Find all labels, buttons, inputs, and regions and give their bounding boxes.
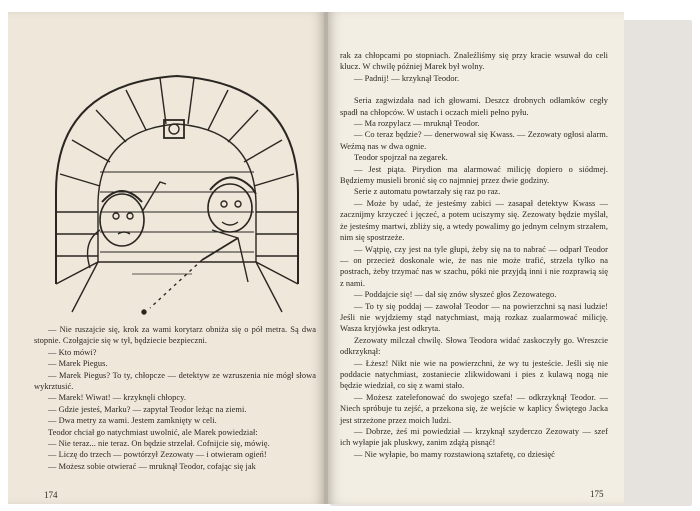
- paragraph: — Nie teraz... nie teraz. On będzie strzelał. Cofnijcie się, mówię.: [48, 439, 270, 449]
- page-number-left: 174: [44, 490, 58, 500]
- paragraph: — Marek Piegus.: [48, 359, 108, 369]
- paragraph: — Nie ruszajcie się, krok za wami korytarz obniża się o pół metra. Są dwa stopnie. Czołgajcie się w tył, będziecie bezpieczni.: [34, 325, 316, 346]
- open-book: [8, 12, 624, 508]
- right-page: [326, 12, 624, 504]
- paragraph: — Marek Piegus? To ty, chłopcze — detektyw ze wzruszenia nie mógł słowa wykrztusić.: [34, 370, 316, 392]
- paragraph: — Ma rozpylacz — mruknął Teodor.: [354, 119, 480, 129]
- paragraph: Zezowaty milczał chwilę. Słowa Teodora widać zaskoczyły go. Wreszcie odkrzyknął:: [340, 335, 608, 357]
- paragraph: — Poddajcie się! — dał się znów słyszeć głos Zezowatego.: [354, 290, 557, 300]
- paragraph: — Możesz sobie otwierać — mruknął Teodor, cofając się jak: [48, 461, 256, 471]
- paragraph: — Łżesz! Nikt nie wie na powierzchni, że wy tu jesteście. Jeśli się nie poddacie natychmiast, zostaniecie zlikwidowani i pies z kulawą nogą nie będzie wiedział, co się z wami stało.: [340, 358, 608, 391]
- paragraph: — To ty się poddaj — zawołał Teodor — na powierzchni są nasi ludzie! Jeśli nie wyjdziemy stąd natychmiast, mają rozkaz zualarmować milicję. Wasza kryjówka jest odkryta.: [340, 301, 608, 334]
- paragraph: Teodor chciał go natychmiast uwolnić, ale Marek powiedział:: [48, 427, 258, 437]
- paragraph: — Jest piąta. Pirydion ma alarmować milicję dopiero o siódmej. Będziemy musieli bronić się co najmniej przez dwie godziny.: [340, 164, 608, 186]
- paragraph: — Możesz zatelefonować do swojego szefa! — odkrzyknął Teodor. — Niech spróbuje tu zejść, a przekona się, że wejście w kaplicy Świętego Jacka jest strzeżone przez moich ludzi.: [340, 392, 608, 425]
- paragraph: — Nie wyłapie, bo mamy rozstawioną sztafetę, co dziesięć: [354, 449, 555, 459]
- paragraph: — Kto mówi?: [48, 347, 97, 357]
- left-page: [8, 12, 326, 504]
- paragraph: — Może by udać, że jesteśmy zabici — zasapał detektyw Kwass — zacznijmy krzyczeć i jęczeć, a potem uciszymy się. Zezowaty będzie myślał, że jesteśmy martwi, zbliży się, a wtedy powalimy go jednym celnym strzałem, nim się spostrzeże.: [340, 198, 608, 243]
- tunnel-illustration: [42, 62, 312, 317]
- paragraph: Seria zagwizdała nad ich głowami. Deszcz drobnych odłamków cegły spadł na chłopców. W ustach i oczach mieli pełno pyłu.: [340, 96, 608, 117]
- page-number-right: 175: [590, 489, 604, 499]
- left-page-text: [34, 324, 316, 472]
- right-page-text: [340, 50, 608, 460]
- paragraph: — Wątpię, czy jest na tyle głupi, żeby się na to nabrać — odparł Teodor — on przecież doskonale wie, że nas nie może trafić, strzela tylko na postrach, żeby trzymać nas w szachu, póki nie przyjdą inni i nie rozprawią się z nami.: [340, 244, 608, 288]
- paragraph: Serie z automatu powtarzały się raz po raz.: [354, 187, 501, 197]
- paragraph: — Dwa metry za wami. Jestem zamknięty w celi.: [48, 416, 217, 426]
- paragraph: — Liczę do trzech — powtórzył Zezowaty — i otwieram ogień!: [48, 450, 267, 460]
- paragraph: — Co teraz będzie? — denerwował się Kwass. — Zezowaty ogłosi alarm. Weźmą nas w dwa ognie.: [340, 130, 608, 151]
- paragraph: rak za chłopcami po stopniach. Znaleźliśmy się przy kracie wsuwał do celi klucz. W chwilę później Marek był wolny.: [340, 51, 608, 72]
- book-gutter: [324, 12, 328, 504]
- paragraph: — Padnij! — krzyknął Teodor.: [354, 73, 460, 83]
- paragraph: — Gdzie jesteś, Marku? — zapytał Teodor leżąc na ziemi.: [48, 404, 247, 414]
- paragraph: Teodor spojrzał na zegarek.: [354, 153, 448, 163]
- paragraph: — Marek! Wiwat! — krzyknęli chłopcy.: [48, 393, 186, 403]
- paragraph: — Dobrze, żeś mi powiedział — krzyknął szyderczo Zezowaty — szef ich wyłapie jak pluskwy, zanim zdążą pisnąć!: [340, 427, 608, 448]
